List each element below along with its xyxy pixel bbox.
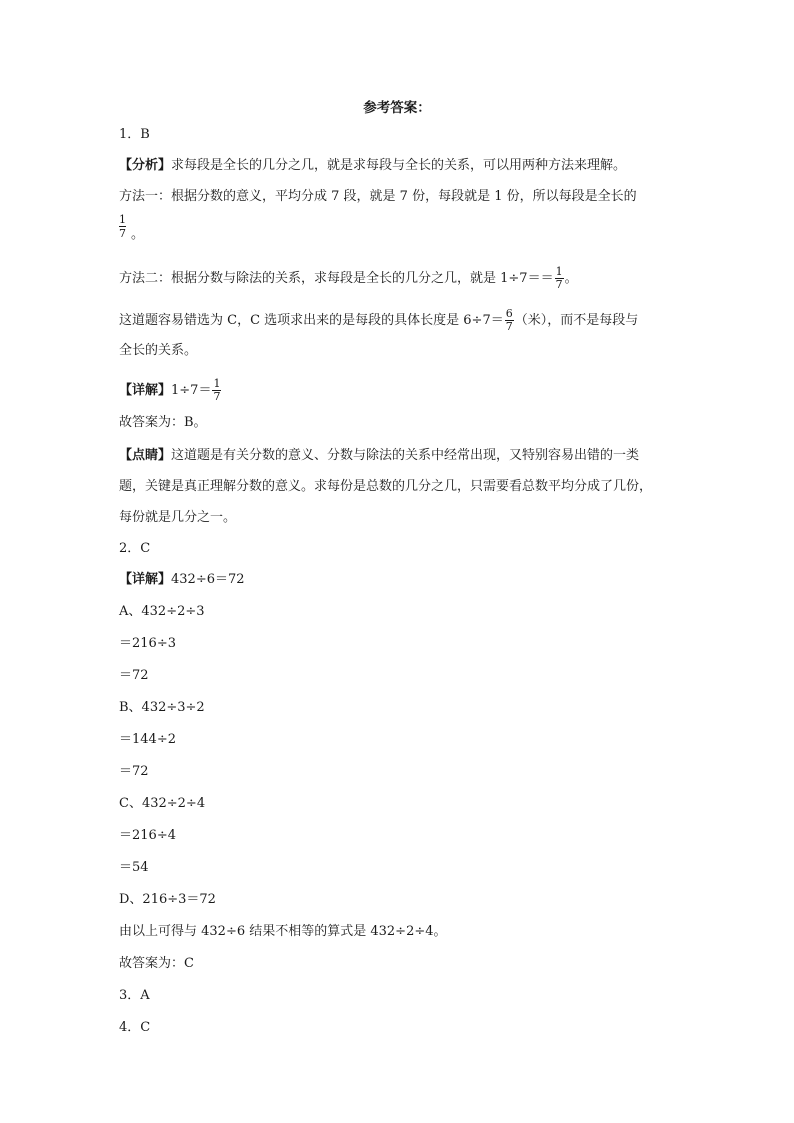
q2-line: 故答案为：C (119, 956, 194, 971)
q4-answer: 4．C (119, 1020, 151, 1035)
q2-line: ＝216÷3 (119, 636, 176, 651)
q1-tip-line2: 题，关键是真正理解分数的意义。求每份是总数的几分之几，只需要看总数平均分成了几份， (119, 479, 653, 494)
q1-method1: 方法一：根据分数的意义，平均分成 7 段，就是 7 份，每段就是 1 份，所以每段是全长的 (119, 189, 637, 204)
q1-method2 (119, 266, 578, 291)
q1-analysis (119, 158, 626, 174)
detail-tag: 【详解】 (119, 572, 172, 587)
q2-line: ＝72 (119, 668, 149, 683)
q2-line: ＝72 (119, 764, 149, 779)
q2-line: C、432÷2÷4 (119, 796, 206, 811)
detail-text: 1÷7＝ (171, 383, 212, 398)
fraction-numerator: 1 (555, 265, 563, 278)
q2-line: ＝216÷4 (119, 828, 176, 843)
q2-line: B、432÷3÷2 (119, 700, 205, 715)
q2-line: ＝144÷2 (119, 732, 176, 747)
error-fraction (505, 308, 514, 333)
fraction-numerator: 6 (505, 307, 513, 320)
detail-tag: 【详解】 (119, 383, 172, 398)
method2-text: 方法二：根据分数与除法的关系，求每段是全长的几分之几，就是 1÷7＝＝ (119, 271, 554, 286)
analysis-text: 求每段是全长的几分之几，就是求每段与全长的关系，可以用两种方法来理解。 (171, 158, 627, 173)
tip-tag: 【点睛】 (119, 448, 172, 463)
method2-end: 。 (564, 271, 578, 286)
q2-detail (119, 572, 245, 588)
q1-detail (119, 378, 222, 403)
q3-answer: 3．A (119, 988, 150, 1003)
q1-error-note (119, 308, 638, 333)
q1-tip-line1 (119, 448, 639, 464)
method2-fraction (555, 266, 564, 291)
q2-answer: 2．C (119, 541, 151, 556)
q2-line: ＝54 (119, 860, 149, 875)
fraction-denominator: 7 (119, 227, 126, 240)
page-title: 参考答案： (363, 100, 431, 116)
detail-fraction (212, 378, 221, 403)
q2-line: A、432÷2÷3 (119, 604, 205, 619)
q2-line: 由以上可得与 432÷6 结果不相等的算式是 432÷2÷4。 (119, 924, 447, 939)
fraction-denominator: 7 (505, 320, 513, 333)
q2-line: D、216÷3＝72 (119, 892, 216, 907)
q1-tip-line3: 每份就是几分之一。 (119, 510, 237, 525)
method1-fraction (119, 213, 126, 240)
error-text: 这道题容易错选为 C，C 选项求出来的是每段的具体长度是 6÷7＝ (119, 313, 504, 328)
tip-text: 这道题是有关分数的意义、分数与除法的关系中经常出现，又特别容易出错的一类 (171, 448, 640, 463)
fraction-denominator: 7 (213, 390, 221, 403)
q1-answer: 1．B (119, 127, 150, 142)
method1-end: 。 (131, 227, 145, 242)
fraction-numerator: 1 (119, 213, 126, 226)
detail-text: 432÷6＝72 (171, 572, 245, 587)
error-end: （米），而不是每段与 (514, 313, 639, 328)
analysis-tag: 【分析】 (119, 158, 172, 173)
q1-conclusion: 故答案为：B。 (119, 415, 207, 430)
fraction-numerator: 1 (213, 377, 221, 390)
q1-error-line2: 全长的关系。 (119, 343, 198, 358)
fraction-denominator: 7 (555, 278, 563, 291)
